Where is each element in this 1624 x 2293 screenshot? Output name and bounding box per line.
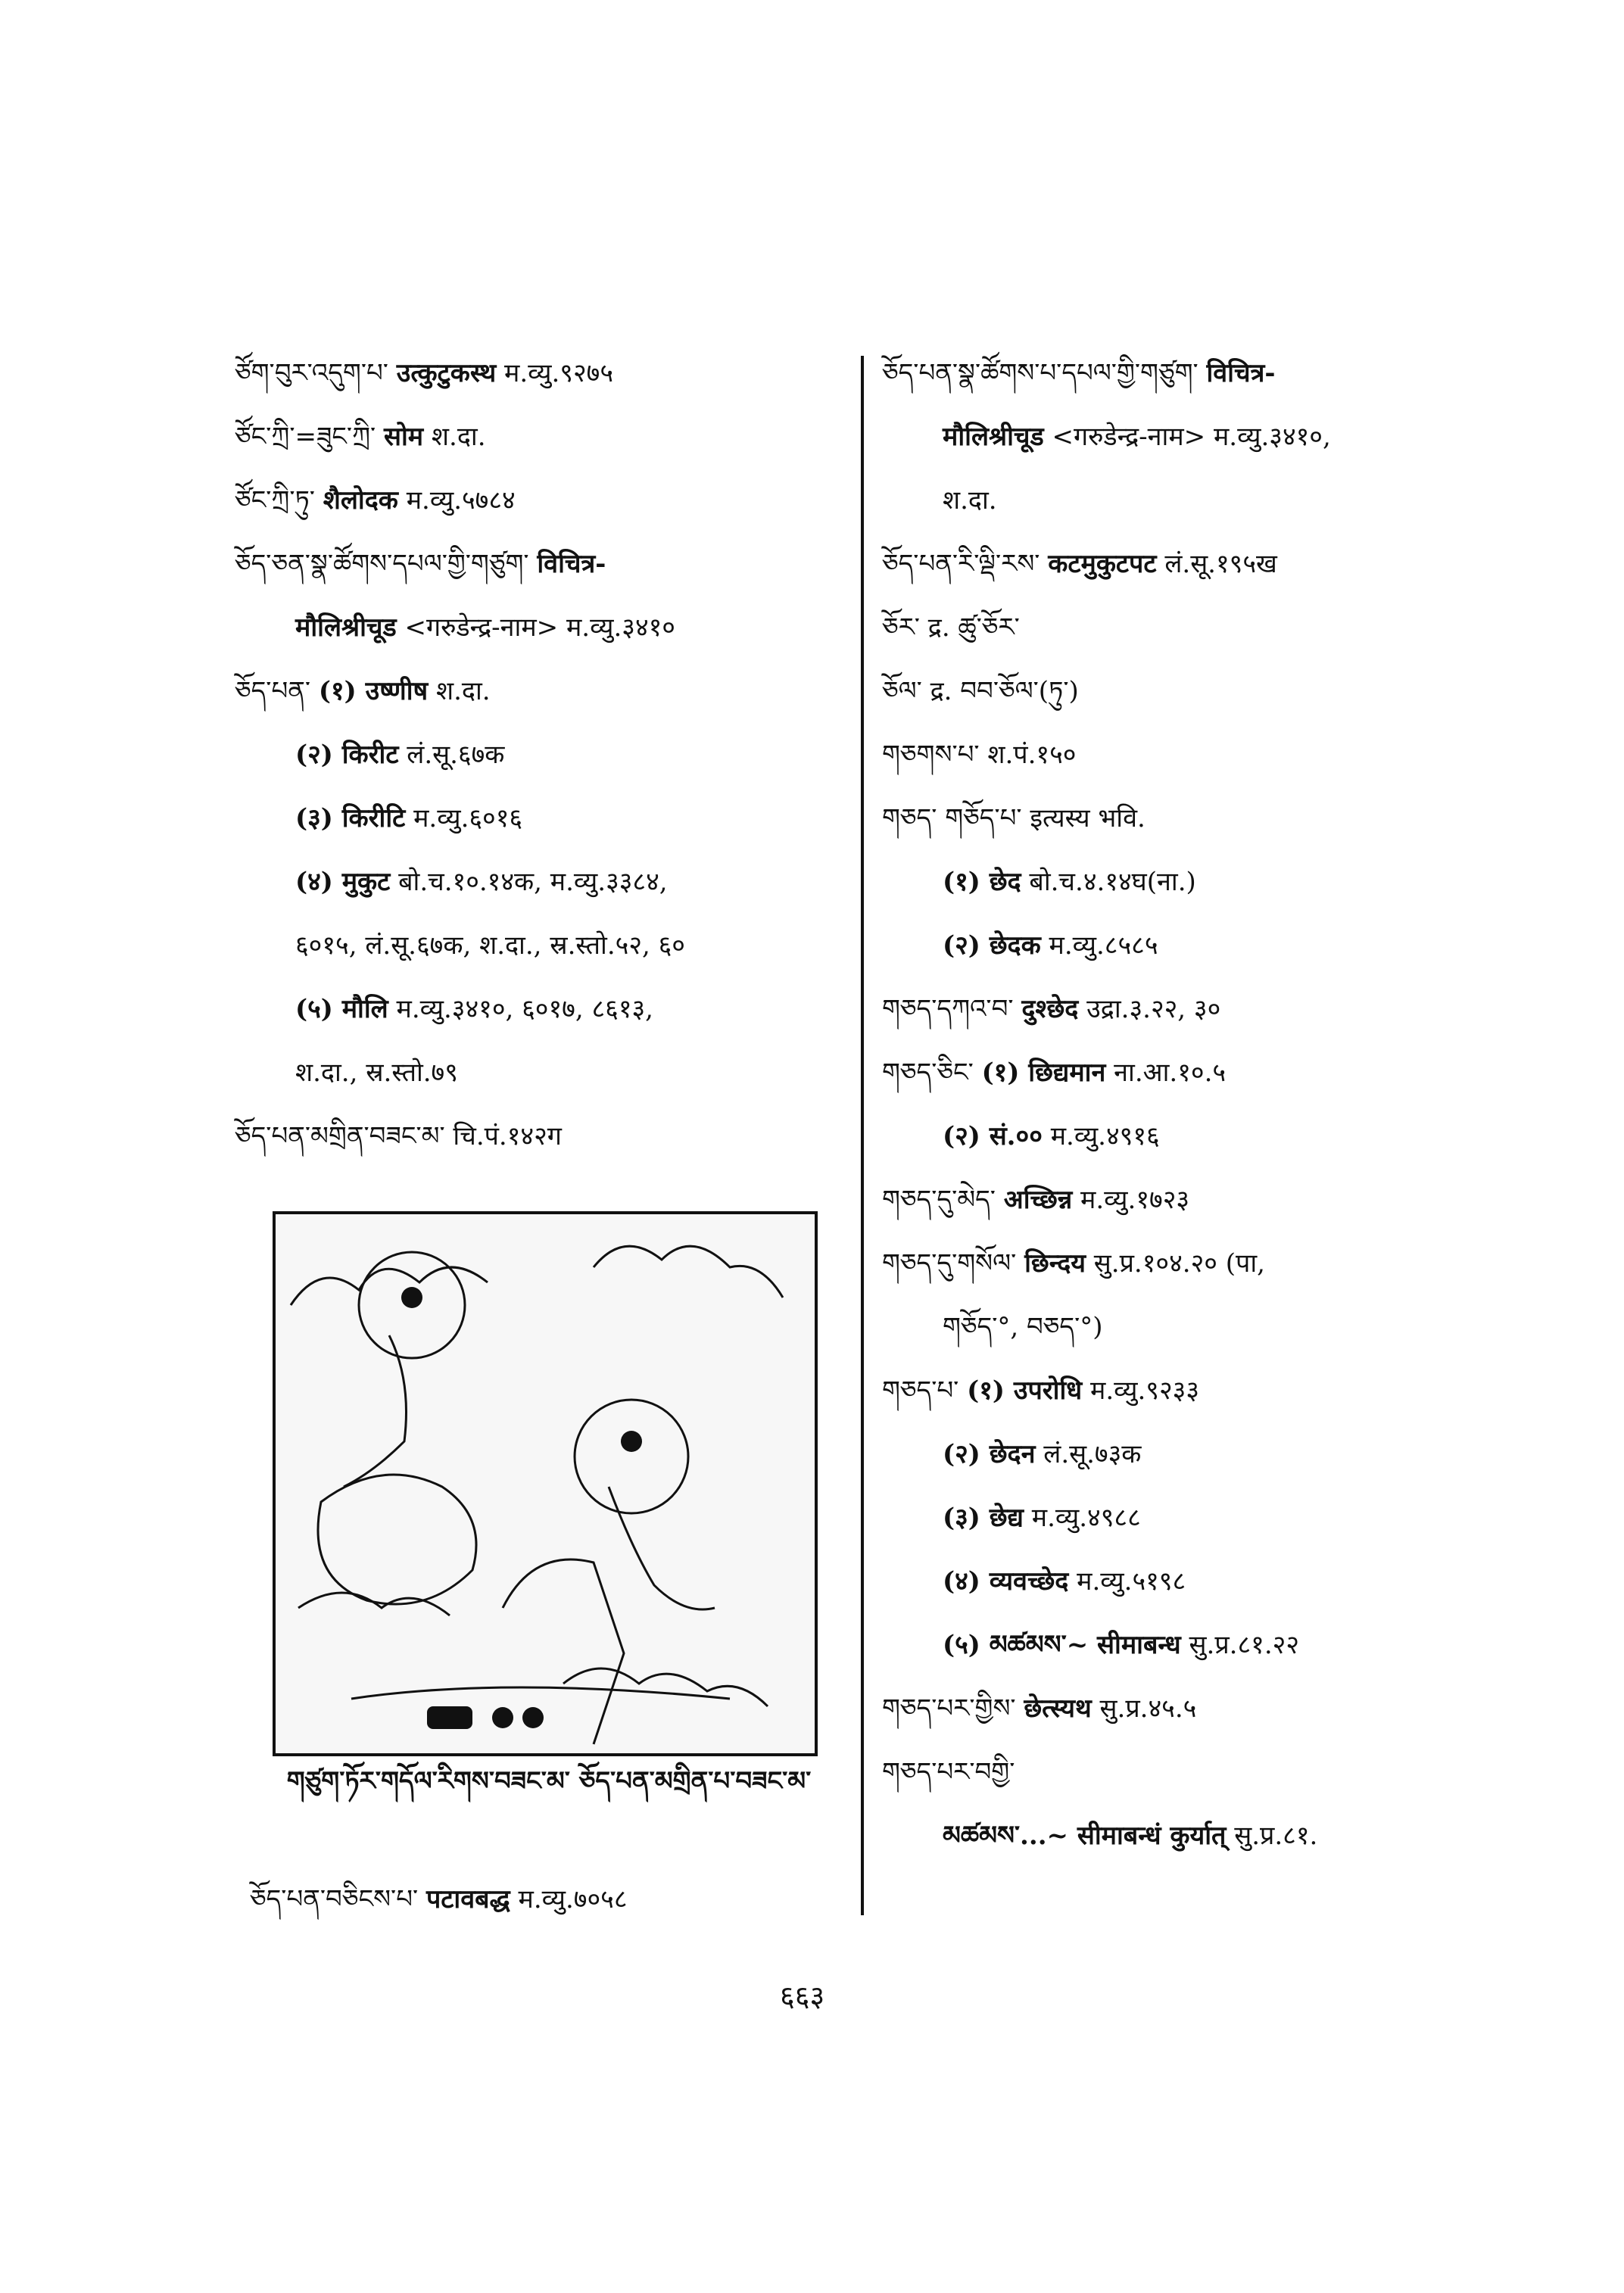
entry-reference: ना.आ.१०.५: [1114, 1058, 1227, 1088]
entry-sanskrit: མཚམས་...~ सीमाबन्धं कुर्यात्: [943, 1821, 1227, 1851]
entry-sanskrit: (१) छिद्यमान: [981, 1058, 1106, 1088]
entry-reference: सु.प्र.१०४.२० (पा,: [1093, 1248, 1265, 1279]
entry-tibetan: ཅོར་: [882, 612, 920, 643]
entry-reference: लं.सू.७३क: [1043, 1439, 1142, 1469]
dictionary-entry-line: [235, 1055, 856, 1090]
entry-reference: श.दा., स्र.स्तो.७९: [295, 1058, 458, 1088]
page-number: ६६३: [780, 1980, 825, 2013]
entry-reference: सु.प्र.८१.२२: [1189, 1630, 1300, 1660]
entry-sanskrit: (३) छेद्य: [943, 1503, 1024, 1533]
entry-reference: सु.प्र.४५.५: [1099, 1693, 1197, 1724]
entry-sanskrit: शैलोदक: [323, 485, 398, 516]
dictionary-entry-line: [882, 1691, 1488, 1726]
dictionary-entry-line: [882, 1755, 1488, 1790]
dictionary-entry-line: [882, 992, 1488, 1027]
entry-reference: बो.च.४.१४घ(ना.): [1029, 867, 1196, 897]
entry-sanskrit: छेत्स्यथ: [1024, 1693, 1092, 1724]
entry-tibetan: གཅད་པ་: [882, 1375, 959, 1406]
entry-sanskrit: विचित्र-: [1206, 358, 1276, 388]
entry-reference: གཅོད་པ་ इत्यस्य भवि.: [945, 803, 1146, 833]
entry-sanskrit: (४) मुकुट: [295, 867, 391, 897]
entry-sanskrit: विचित्र-: [537, 549, 606, 579]
dictionary-entry-line: [882, 1818, 1488, 1853]
dictionary-entry-line: [235, 419, 856, 454]
entry-tibetan: ཅོད་ཅན་སྣ་ཚོགས་དཔལ་གྱི་གཙུག་: [235, 549, 529, 579]
entry-tibetan: གཅད་དུ་གསོལ་: [882, 1248, 1017, 1279]
dictionary-entry-line: [882, 1373, 1488, 1408]
entry-reference: म.व्यु.४९८८: [1031, 1503, 1141, 1533]
entry-reference: <गरुडेन्द्र-नाम> म.व्यु.३४१०,: [1052, 422, 1331, 452]
entry-reference: म.व्यु.८५८५: [1049, 930, 1158, 961]
entry-reference: श.दा.: [943, 485, 997, 516]
dictionary-entry-line: [882, 674, 1488, 709]
woodcut-illustration: [273, 1211, 818, 1756]
entry-tibetan: ཅོད་པན་སྣ་ཚོགས་པ་དཔལ་གྱི་གཙུག་: [882, 358, 1199, 388]
dictionary-entry-line: [882, 610, 1488, 645]
dictionary-entry-line: [882, 1628, 1488, 1662]
entry-sanskrit: अच्छिन्न: [1003, 1185, 1073, 1215]
entry-reference: म.व्यु.९२७५: [504, 358, 614, 388]
entry-reference: म.व्यु.५७८४: [406, 485, 516, 516]
entry-reference: म.व्यु.९२३३: [1090, 1375, 1200, 1406]
entry-tibetan: ཅོད་པན་: [235, 676, 311, 706]
entry-tibetan: གཅད་པར་གྱིས་: [882, 1693, 1016, 1724]
dictionary-entry-line: [235, 356, 856, 391]
illustration-caption: གཙུག་ཏོར་གདོལ་རིགས་བཟང་མ་ ཅོད་པན་མགྲིན་པ་བཟང་མ་: [286, 1766, 812, 1796]
entry-tibetan: ཙོག་བུར་འདུག་པ་: [235, 358, 388, 388]
left-column: [235, 356, 856, 1182]
dictionary-entry-line: [882, 1564, 1488, 1599]
dictionary-entry-line: [235, 547, 856, 581]
dictionary-entry-line: [882, 1182, 1488, 1217]
dictionary-entry-line: [882, 928, 1488, 963]
entry-tibetan: ཙོང་ཀྲི་=ཟུང་ཀྲི་: [235, 422, 376, 452]
entry-sanskrit: (४) व्यवच्छेद: [943, 1566, 1069, 1597]
entry-tibetan: གཅད་: [882, 803, 937, 833]
dictionary-entry-line: [882, 801, 1488, 836]
entry-tibetan: གཅད་དུ་མེད་: [882, 1185, 996, 1215]
entry-bottom-left: [250, 1870, 628, 1943]
entry-reference: सु.प्र.८१.: [1234, 1821, 1318, 1851]
entry-tibetan: ཅོད་པན་བཅིངས་པ་: [250, 1884, 419, 1914]
entry-reference: म.व्यु.१७२३: [1080, 1185, 1190, 1215]
entry-tibetan: ཅོད་པན་མགྲིན་བཟང་མ་: [235, 1121, 445, 1151]
dictionary-entry-line: [882, 483, 1488, 518]
entry-sanskrit: (२) छेदन: [943, 1439, 1036, 1469]
entry-tibetan: ཅོད་པན་རི་ལྡི་རས་: [882, 549, 1040, 579]
entry-sanskrit: कटमुकुटपट: [1048, 549, 1157, 579]
dictionary-entry-line: [882, 1246, 1488, 1281]
entry-sanskrit: (१) छेद: [943, 867, 1021, 897]
dictionary-entry-line: [882, 1310, 1488, 1344]
entry-sanskrit: (५) मौलि: [295, 994, 388, 1024]
entry-reference: लं.सू.६७क: [407, 740, 505, 770]
entry-sanskrit: उत्कुटुकस्थ: [396, 358, 497, 388]
entry-reference: चि.पं.१४२ग: [453, 1121, 562, 1151]
dictionary-entry-line: [882, 865, 1488, 899]
entry-reference: म.व्यु.६०१६: [413, 803, 523, 833]
entry-reference: द्र. ཚུ་ཅོར་: [927, 612, 1020, 643]
entry-sanskrit: (१) उष्णीष: [318, 676, 429, 706]
dictionary-entry-line: [235, 483, 856, 518]
dictionary-entry-line: [235, 992, 856, 1027]
entry-sanskrit: (२) सं.००: [943, 1121, 1043, 1151]
entry-sanskrit: मौलिश्रीचूड: [295, 612, 397, 643]
illustration-drawing: [276, 1214, 815, 1753]
entry-sanskrit: (३) किरीटि: [295, 803, 406, 833]
dictionary-entry-line: [235, 1119, 856, 1154]
entry-reference: म.व्यु.३४१०, ६०१७, ८६१३,: [396, 994, 653, 1024]
entry-sanskrit: (५) མཚམས་~ सीमाबन्ध: [943, 1630, 1181, 1660]
dictionary-entry-line: [882, 356, 1488, 391]
dictionary-entry-line: [235, 610, 856, 645]
entry-sanskrit: पटावबद्ध: [425, 1884, 510, 1914]
entry-sanskrit: (१) उपरोधि: [967, 1375, 1083, 1406]
entry-reference: གཅོད་°, བཅད་°): [943, 1312, 1103, 1342]
entry-reference: <गरुडेन्द्र-नाम> म.व्यु.३४१०: [404, 612, 675, 643]
dictionary-entry-line: [882, 737, 1488, 772]
entry-reference: श.दा.: [436, 676, 491, 706]
entry-sanskrit: मौलिश्रीचूड: [943, 422, 1044, 452]
dictionary-entry-line: [882, 1437, 1488, 1472]
dictionary-entry-line: [235, 737, 856, 772]
dictionary-entry-line: [882, 547, 1488, 581]
dictionary-entry-line: [882, 1500, 1488, 1535]
entry-reference: म.व्यु.४९१६: [1050, 1121, 1160, 1151]
entry-sanskrit: सोम: [383, 422, 424, 452]
entry-reference: म.व्यु.७०५८: [518, 1884, 628, 1914]
entry-tibetan: ཙོང་ཀྲི་ཏུ་: [235, 485, 315, 516]
entry-tibetan: གཅགས་པ་: [882, 740, 980, 770]
entry-tibetan: གཅད་དཀའ་བ་: [882, 994, 1014, 1024]
dictionary-entry-line: [235, 801, 856, 836]
entry-reference: म.व्यु.५१९८: [1077, 1566, 1186, 1597]
column-divider: [861, 356, 864, 1915]
entry-reference: श.दा.: [431, 422, 486, 452]
entry-reference: द्र. བབ་ཅོལ་(ཏུ་): [930, 676, 1079, 706]
dictionary-entry-line: [882, 419, 1488, 454]
entry-reference: ६०१५, लं.सू.६७क, श.दा., स्र.स्तो.५२, ६०: [295, 930, 685, 961]
dictionary-entry-line: [235, 674, 856, 709]
entry-tibetan: གཅད་ཅིང་: [882, 1058, 974, 1088]
dictionary-entry-line: [235, 865, 856, 899]
dictionary-entry-line: [235, 928, 856, 963]
entry-sanskrit: छिन्दय: [1024, 1248, 1086, 1279]
entry-tibetan: ཅོལ་: [882, 676, 922, 706]
entry-sanskrit: दुश्छेद: [1021, 994, 1079, 1024]
entry-sanskrit: (२) किरीट: [295, 740, 399, 770]
entry-reference: श.पं.१५०: [987, 740, 1077, 770]
entry-reference: बो.च.१०.१४क, म.व्यु.३३८४,: [398, 867, 668, 897]
dictionary-entry-line: [882, 1055, 1488, 1090]
entry-sanskrit: (२) छेदक: [943, 930, 1041, 961]
entry-tibetan: གཅད་པར་བགྱི་: [882, 1757, 1015, 1787]
right-column: [882, 356, 1488, 1882]
entry-reference: उद्रा.३.२२, ३०: [1086, 994, 1221, 1024]
dictionary-entry-line: [882, 1119, 1488, 1154]
entry-reference: लं.सू.१९५ख: [1164, 549, 1277, 579]
